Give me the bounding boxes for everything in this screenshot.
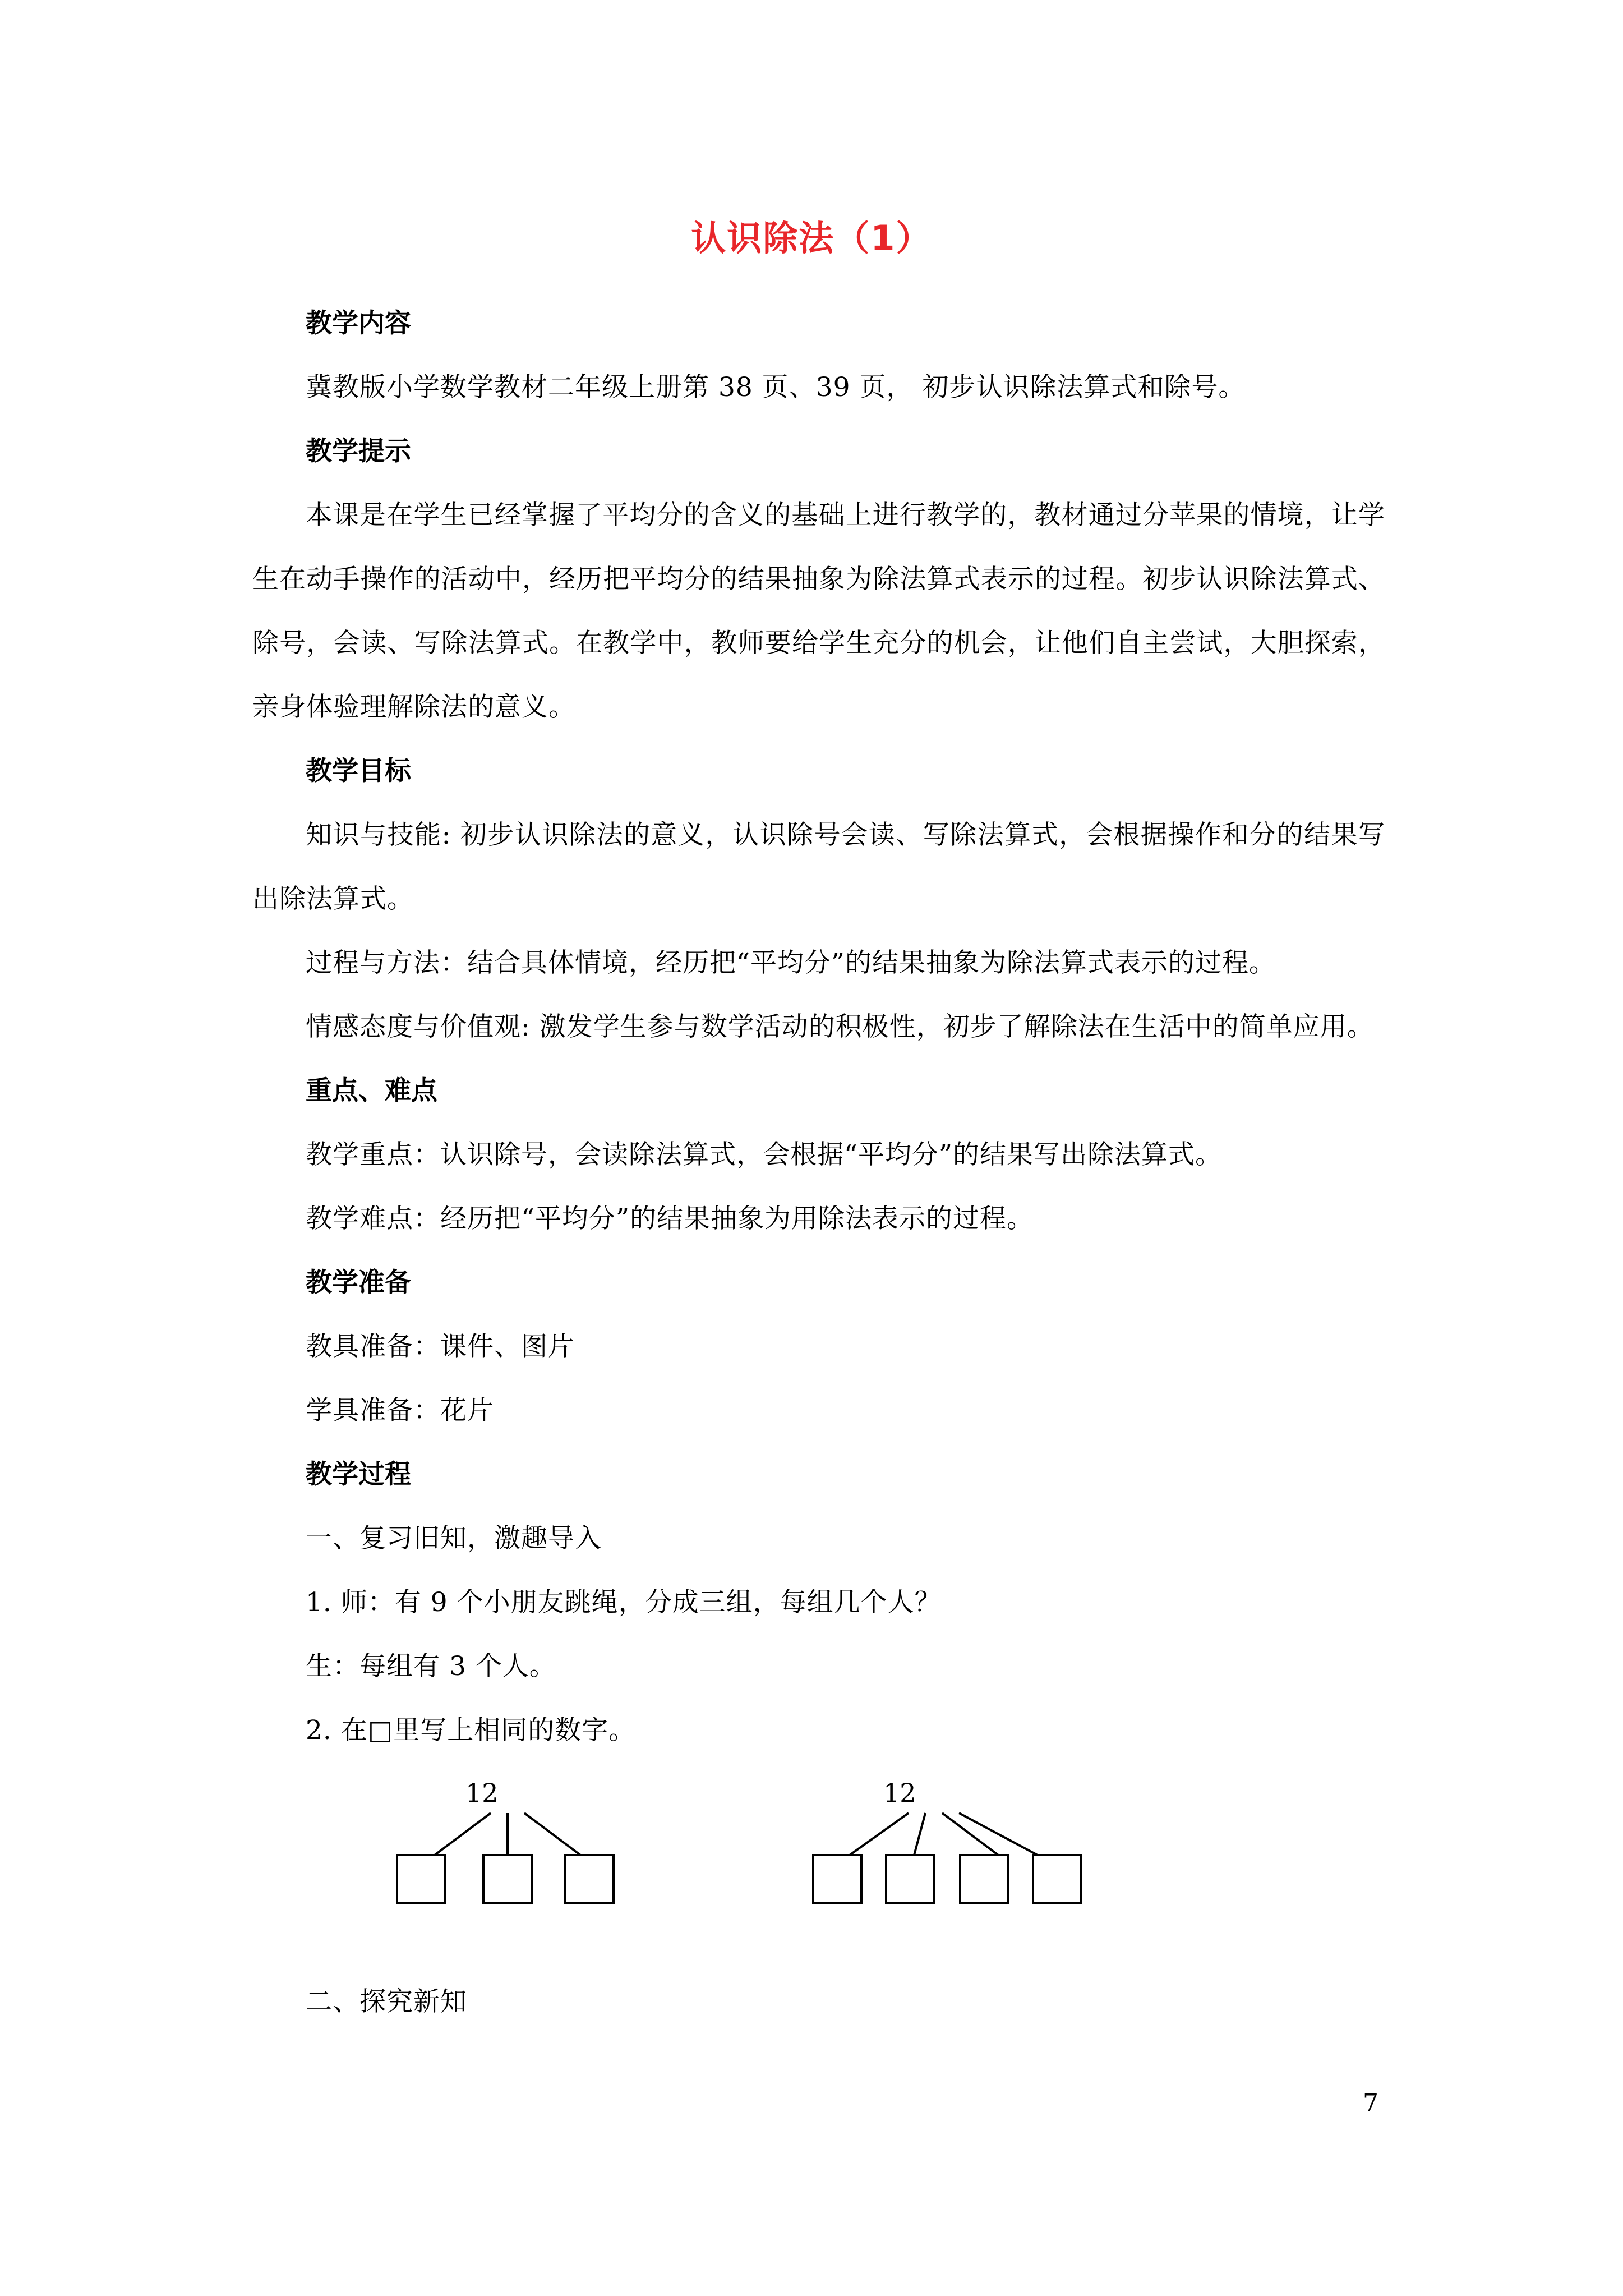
answer-box (397, 1855, 445, 1903)
page-number: 7 (1363, 2089, 1378, 2118)
section-heading-key: 重点、难点 (306, 1075, 437, 1106)
paragraph-key-point: 教学重点：认识除号，会读除法算式，会根据“平均分”的结果写出除法算式。 (306, 1139, 1223, 1170)
paragraph-goal-knowledge: 知识与技能: 初步认识除法的意义，认识除号会读、写除法算式，会根据操作和分的结果写出除法算式。 (252, 820, 1385, 914)
answer-box (483, 1855, 532, 1903)
section-heading-hint: 教学提示 (306, 436, 411, 467)
answer-box (886, 1855, 934, 1903)
number-split-figure (252, 1768, 1385, 1970)
right-branch-line (850, 1813, 909, 1855)
answer-box (960, 1855, 1008, 1903)
split-diagram (252, 1768, 1385, 1970)
paragraph-content: 冀教版小学数学教材二年级上册第 38 页、39 页， 初步认识除法算式和除号。 (306, 372, 1246, 403)
paragraph-hint: 本课是在学生已经掌握了平均分的含义的基础上进行教学的，教材通过分苹果的情境，让学生在动手操作的活动中，经历把平均分的结果抽象为除法算式表示的过程。初步认识除法算式、除号，会读、写除法算式。在教学中，教师要给学生充分的机会，让他们自主尝试，大胆探索，亲身体验理解除法的意义。 (252, 500, 1385, 723)
left-branch-line (435, 1813, 491, 1855)
right-split-group (813, 1778, 1081, 1903)
section-heading-process: 教学过程 (306, 1459, 411, 1490)
answer-box (565, 1855, 614, 1903)
paragraph-process-step-2: 二、探究新知 (306, 1986, 467, 2017)
section-heading-content: 教学内容 (306, 308, 411, 339)
answer-box (1033, 1855, 1081, 1903)
section-heading-prep: 教学准备 (306, 1267, 411, 1298)
answer-box (813, 1855, 861, 1903)
left-number: 12 (465, 1778, 499, 1808)
paragraph-goal-attitude: 情感态度与价值观: 激发学生参与数学活动的积极性，初步了解除法在生活中的简单应用。 (306, 1011, 1374, 1042)
paragraph-answer: 生：每组有 3 个人。 (306, 1651, 556, 1682)
paragraph-goal-process: 过程与方法：结合具体情境，经历把“平均分”的结果抽象为除法算式表示的过程。 (306, 947, 1276, 978)
page-title: 认识除法（1） (691, 218, 932, 259)
right-branch-line (914, 1813, 925, 1855)
paragraph-teacher-prep: 教具准备：课件、图片 (306, 1331, 575, 1362)
left-split-group (397, 1778, 614, 1903)
paragraph-difficulty: 教学难点：经历把“平均分”的结果抽象为用除法表示的过程。 (306, 1203, 1034, 1234)
paragraph-process-step-1: 一、复习旧知，激趣导入 (306, 1523, 602, 1554)
section-heading-goal: 教学目标 (306, 756, 411, 786)
paragraph-question: 1. 师：有 9 个小朋友跳绳，分成三组，每组几个人？ (306, 1587, 942, 1618)
paragraph-exercise: 2. 在□里写上相同的数字。 (306, 1715, 636, 1746)
paragraph-student-prep: 学具准备：花片 (306, 1395, 494, 1426)
right-number: 12 (883, 1778, 916, 1808)
document-body (252, 292, 1385, 2034)
left-branch-line (524, 1813, 580, 1855)
